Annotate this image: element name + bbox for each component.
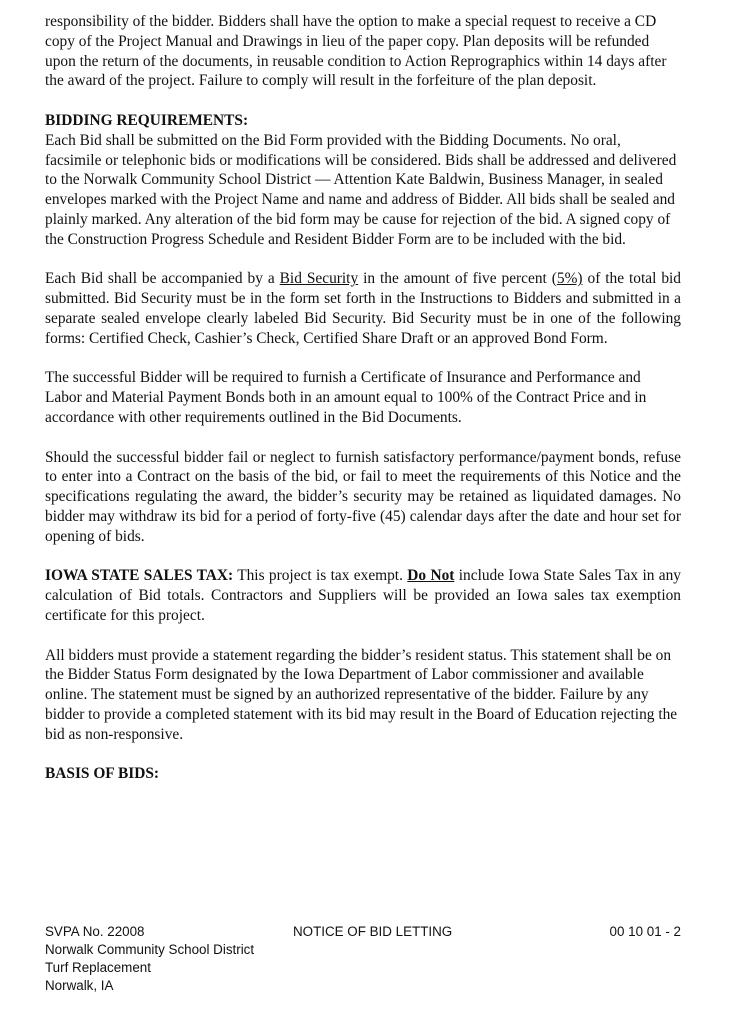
plan-deposit-paragraph: responsibility of the bidder. Bidders shall have the option to make a special request to receive a CD copy of the Project Manual and Drawings in lieu of the paper copy. Plan deposits will be refunded upon the return of the documents, in reusable condition to Action Reprographics within 14 days after the award of the project. Failure to comply will result in the forfeiture of the plan deposit. bbox=[45, 13, 667, 90]
bidding-requirements-heading: BIDDING REQUIREMENTS: bbox=[45, 111, 249, 129]
insurance-paragraph: The successful Bidder will be required to furnish a Certificate of Insurance and Performance and Labor and Material Payment Bonds both in an amount equal to 100% of the Contract Price and in accordance with other requirements outlined in the Bid Documents. bbox=[45, 369, 647, 426]
sales-tax-text-2: include Iowa State Sales Tax in any calculation of Bid totals. Contractors and Suppliers will be provided an Iowa sales tax exemption certificate for this project. bbox=[45, 567, 681, 624]
sales-tax-text-1: This project is tax exempt. bbox=[233, 567, 408, 585]
footer-section-title: NOTICE OF BID LETTING bbox=[293, 924, 453, 939]
bid-security-paragraph bbox=[45, 269, 681, 348]
bid-security-text-1: Each Bid shall be accompanied by a bbox=[45, 270, 280, 288]
footer-project-no: SVPA No. 22008 bbox=[45, 924, 145, 939]
footer-project: Turf Replacement bbox=[45, 960, 151, 975]
failure-paragraph: Should the successful bidder fail or neglect to furnish satisfactory performance/payment bonds, refuse to enter into a Contract on the basis of the bid, or fail to meet the requirements of this Notice and the specifications regulating the award, the bidder’s security may be retained as liquidated damages. No bidder may withdraw its bid for a period of forty-five (45) calendar days after the date and hour set for opening of bids. bbox=[45, 448, 681, 545]
do-not-emphasis: Do Not bbox=[407, 567, 455, 585]
bid-security-text-3: of the total bid submitted. Bid Security must be in the form set forth in the Instructions to Bidders and submitted in a separate sealed envelope clearly labeled Bid Security. Bid Security must be in one of the following forms: Certified Check, Cashier’s Check, Certified Share Draft or an approved Bond Form. bbox=[45, 270, 681, 347]
page-footer bbox=[45, 923, 681, 995]
document-body bbox=[45, 12, 681, 804]
basis-of-bids-section bbox=[45, 764, 681, 784]
bidding-requirements-section bbox=[45, 111, 681, 250]
bid-security-term: Bid Security bbox=[279, 270, 359, 288]
footer-city: Norwalk, IA bbox=[45, 978, 114, 993]
bidding-requirements-text: Each Bid shall be submitted on the Bid Form provided with the Bidding Documents. No oral, facsimile or telephonic bids or modifications will be considered. Bids shall be addressed and delivered to the Norwalk Community School District — Attention Kate Baldwin, Business Manager, in sealed envelopes marked with the Project Name and name and address of Bidder. All bids shall be sealed and plainly marked. Any alteration of the bid form may be cause for rejection of the bid. A signed copy of the Construction Progress Schedule and Resident Bidder Form are to be included with the bid. bbox=[45, 131, 677, 248]
sales-tax-heading: IOWA STATE SALES TAX: bbox=[45, 567, 234, 585]
footer-page-number: 00 10 01 - 2 bbox=[609, 924, 681, 939]
sales-tax-paragraph bbox=[45, 566, 681, 625]
resident-status-paragraph: All bidders must provide a statement regarding the bidder’s resident status. This statement shall be on the Bidder Status Form designated by the Iowa Department of Labor commissioner and available online. The statement must be signed by an authorized representative of the bidder. Failure by any bidder to provide a completed statement with its bid may result in the Board of Education rejecting the bid as non-responsive. bbox=[45, 646, 678, 743]
bid-security-percent: 5%) bbox=[556, 270, 583, 288]
basis-of-bids-heading: BASIS OF BIDS: bbox=[45, 765, 160, 783]
footer-district: Norwalk Community School District bbox=[45, 942, 255, 957]
bid-security-text-2: in the amount of five percent ( bbox=[358, 270, 557, 288]
